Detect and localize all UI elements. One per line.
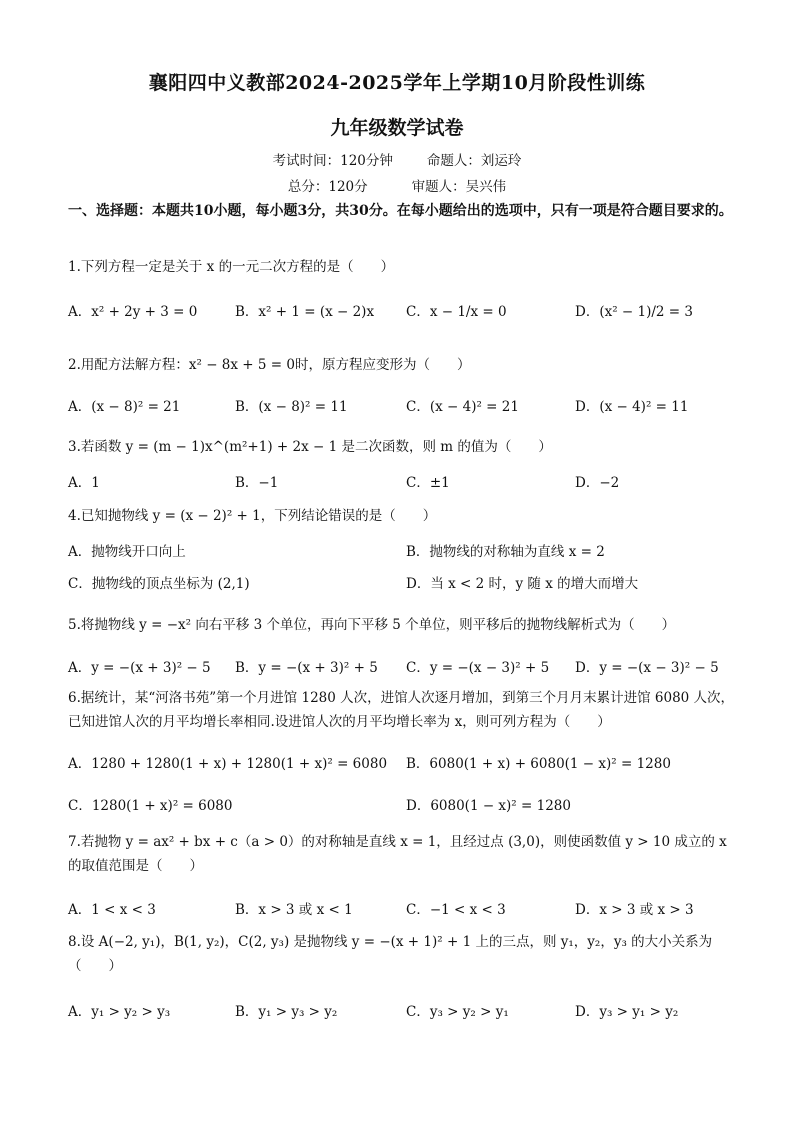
question-7-options <box>68 898 738 922</box>
question-8-option-c: C．y₃ > y₂ > y₁ <box>406 1004 509 1020</box>
question-4-stem: 4.已知抛物线 y = (x − 2)² + 1，下列结论错误的是（ ） <box>68 508 437 524</box>
question-3-option-b: B．−1 <box>235 475 279 491</box>
question-8-stem: 8.设 A(−2, y₁)，B(1, y₂)，C(2, y₃) 是抛物线 y = −(x + 1)² + 1 上的三点，则 y₁，y₂，y₃ 的大小关系为（ ） <box>68 934 713 974</box>
question-2-option-a: A．(x − 8)² = 21 <box>68 399 181 415</box>
question-1-option-a: A．x² + 2y + 3 = 0 <box>68 304 198 320</box>
question-6-option-d: D．6080(1 − x)² = 1280 <box>406 798 571 814</box>
question-1-stem: 1.下列方程一定是关于 x 的一元二次方程的是（ ） <box>68 259 395 275</box>
question-5-stem: 5.将抛物线 y = −x² 向右平移 3 个单位，再向下平移 5 个单位，则平移后的抛物线解析式为（ ） <box>68 617 676 633</box>
question-6-options-row-1 <box>68 752 738 776</box>
question-4-option-c: C．抛物线的顶点坐标为 (2,1) <box>68 576 250 592</box>
question-6-option-c: C．1280(1 + x)² = 6080 <box>68 798 233 814</box>
question-4-option-a: A．抛物线开口向上 <box>68 544 186 560</box>
question-3-option-a: A．1 <box>68 475 100 491</box>
question-5-option-c: C．y = −(x − 3)² + 5 <box>406 660 550 676</box>
question-2-option-c: C．(x − 4)² = 21 <box>406 399 519 415</box>
section-heading: 一、选择题：本题共10小题，每小题3分，共30分。在每小题给出的选项中，只有一项是符合题目要求的。 <box>68 203 733 219</box>
question-7-option-b: B．x > 3 或 x < 1 <box>235 902 353 918</box>
question-8-option-b: B．y₁ > y₃ > y₂ <box>235 1004 338 1020</box>
exam-author: 命题人：刘运玲 <box>426 153 522 169</box>
question-6-option-a: A．1280 + 1280(1 + x) + 1280(1 + x)² = 6080 <box>68 756 388 772</box>
question-3-option-d: D．−2 <box>575 475 620 491</box>
question-8-option-d: D．y₃ > y₁ > y₂ <box>575 1004 679 1020</box>
question-7-option-c: C．−1 < x < 3 <box>406 902 506 918</box>
exam-time: 考试时间：120分钟 <box>272 153 393 169</box>
question-7-option-d: D．x > 3 或 x > 3 <box>575 902 694 918</box>
question-4-option-b: B．抛物线的对称轴为直线 x = 2 <box>406 544 605 560</box>
question-6-option-b: B．6080(1 + x) + 6080(1 − x)² = 1280 <box>406 756 671 772</box>
question-7-option-a: A．1 < x < 3 <box>68 902 156 918</box>
question-1-option-d: D．(x² − 1)/2 = 3 <box>575 304 693 320</box>
question-4-options-row-1 <box>68 540 738 564</box>
exam-subtitle: 九年级数学试卷 <box>330 117 464 139</box>
question-5-option-b: B．y = −(x + 3)² + 5 <box>235 660 378 676</box>
question-2-option-b: B．(x − 8)² = 11 <box>235 399 348 415</box>
question-2-stem: 2.用配方法解方程：x² − 8x + 5 = 0时，原方程应变形为（ ） <box>68 357 471 373</box>
question-3-option-c: C．±1 <box>406 475 450 491</box>
question-7-stem: 7.若抛物 y = ax² + bx + c（a > 0）的对称轴是直线 x = 1，且经过点 (3,0)，则使函数值 y > 10 成立的 x 的取值范围是（ ） <box>68 834 727 874</box>
question-4-options-row-2 <box>68 572 738 596</box>
question-8-options <box>68 1000 738 1024</box>
exam-total-score: 总分：120分 <box>287 179 368 195</box>
exam-meta-line-2 <box>0 175 794 195</box>
question-4-option-d: D．当 x < 2 时，y 随 x 的增大而增大 <box>406 576 639 592</box>
question-1-option-c: C．x − 1/x = 0 <box>406 304 507 320</box>
question-6-options-row-2 <box>68 794 738 818</box>
question-6-stem: 6.据统计，某“河洛书苑”第一个月进馆 1280 人次，进馆人次逐月增加，到第三个月月末累计进馆 6080 人次，已知进馆人次的月平均增长率相同.设进馆人次的月平均增长率为 x，则可列方程为（ ） <box>68 690 735 730</box>
exam-reviewer: 审题人：吴兴伟 <box>411 179 507 195</box>
question-2-options <box>68 395 738 419</box>
exam-meta-line-1 <box>0 149 794 169</box>
question-3-options <box>68 471 738 495</box>
question-2-option-d: D．(x − 4)² = 11 <box>575 399 689 415</box>
question-1-options <box>68 300 738 324</box>
question-3-stem: 3.若函数 y = (m − 1)x^(m²+1) + 2x − 1 是二次函数，则 m 的值为（ ） <box>68 439 552 455</box>
question-1-option-b: B．x² + 1 = (x − 2)x <box>235 304 375 320</box>
question-5-options <box>68 656 738 680</box>
question-8-option-a: A．y₁ > y₂ > y₃ <box>68 1004 171 1020</box>
exam-title: 襄阳四中义教部2024-2025学年上学期10月阶段性训练 <box>148 72 646 94</box>
question-5-option-a: A．y = −(x + 3)² − 5 <box>68 660 211 676</box>
question-5-option-d: D．y = −(x − 3)² − 5 <box>575 660 719 676</box>
